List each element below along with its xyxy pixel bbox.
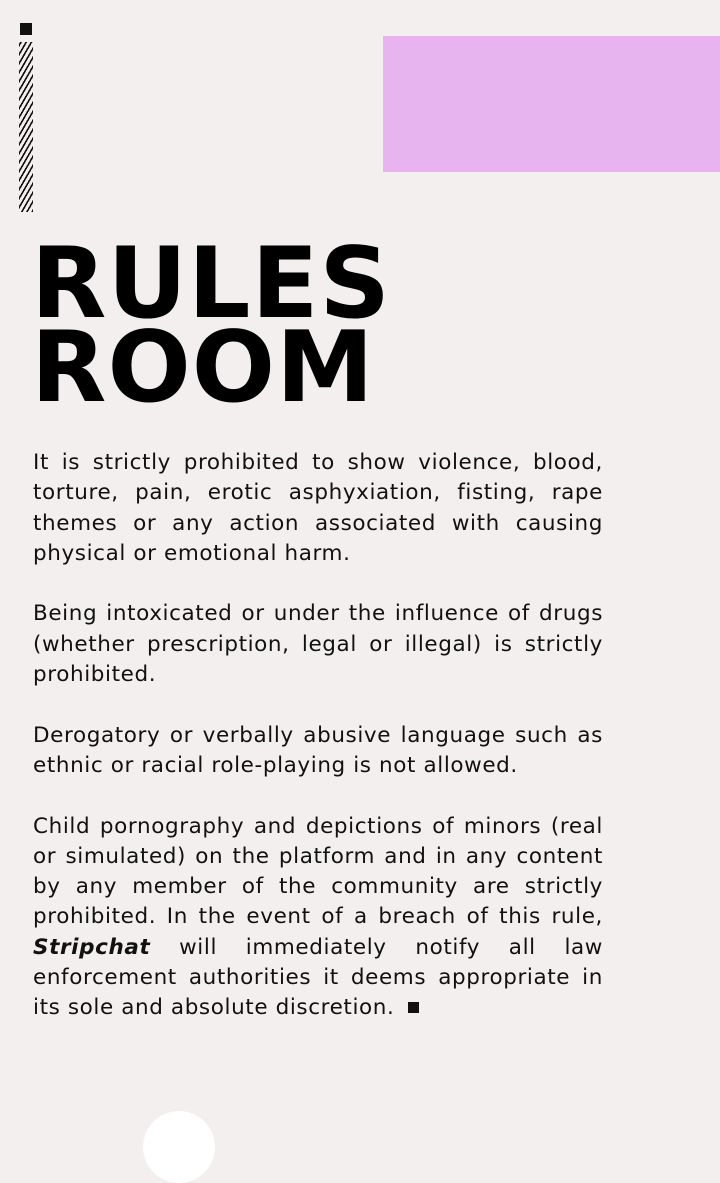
title-line-1: RULES [31, 227, 392, 341]
bottom-circle-decoration [143, 1111, 215, 1183]
accent-block [383, 36, 720, 172]
top-square-decoration [20, 23, 32, 35]
rule-minors-text-1: Child pornography and depictions of minors (real or simulated) on the platform and in any content by any member of the community are strictly prohibited. In the event of a breach of this rule, [33, 813, 603, 930]
page-title [31, 227, 392, 425]
rule-abusive-language: Derogatory or verbally abusive language such as ethnic or racial role-playing is not allowed. [33, 722, 603, 778]
hatch-stripes-decoration [19, 42, 33, 212]
rule-intoxication: Being intoxicated or under the influence of drugs (whether prescription, legal or illegal) is strictly prohibited. [33, 601, 603, 688]
rules-body [33, 448, 603, 1054]
rule-violence: It is strictly prohibited to show violence, blood, torture, pain, erotic asphyxiation, fisting, rape themes or any action associated with causing physical or emotional harm. [33, 450, 603, 566]
rule-minors-text-2: will immediately notify all law enforcement authorities it deems appropriate in its sole and absolute discretion. [33, 934, 603, 1021]
rule-minors [33, 812, 603, 1024]
end-square-icon [408, 1002, 419, 1013]
brand-name: Stripchat [33, 934, 151, 960]
title-line-2: ROOM [31, 311, 375, 425]
